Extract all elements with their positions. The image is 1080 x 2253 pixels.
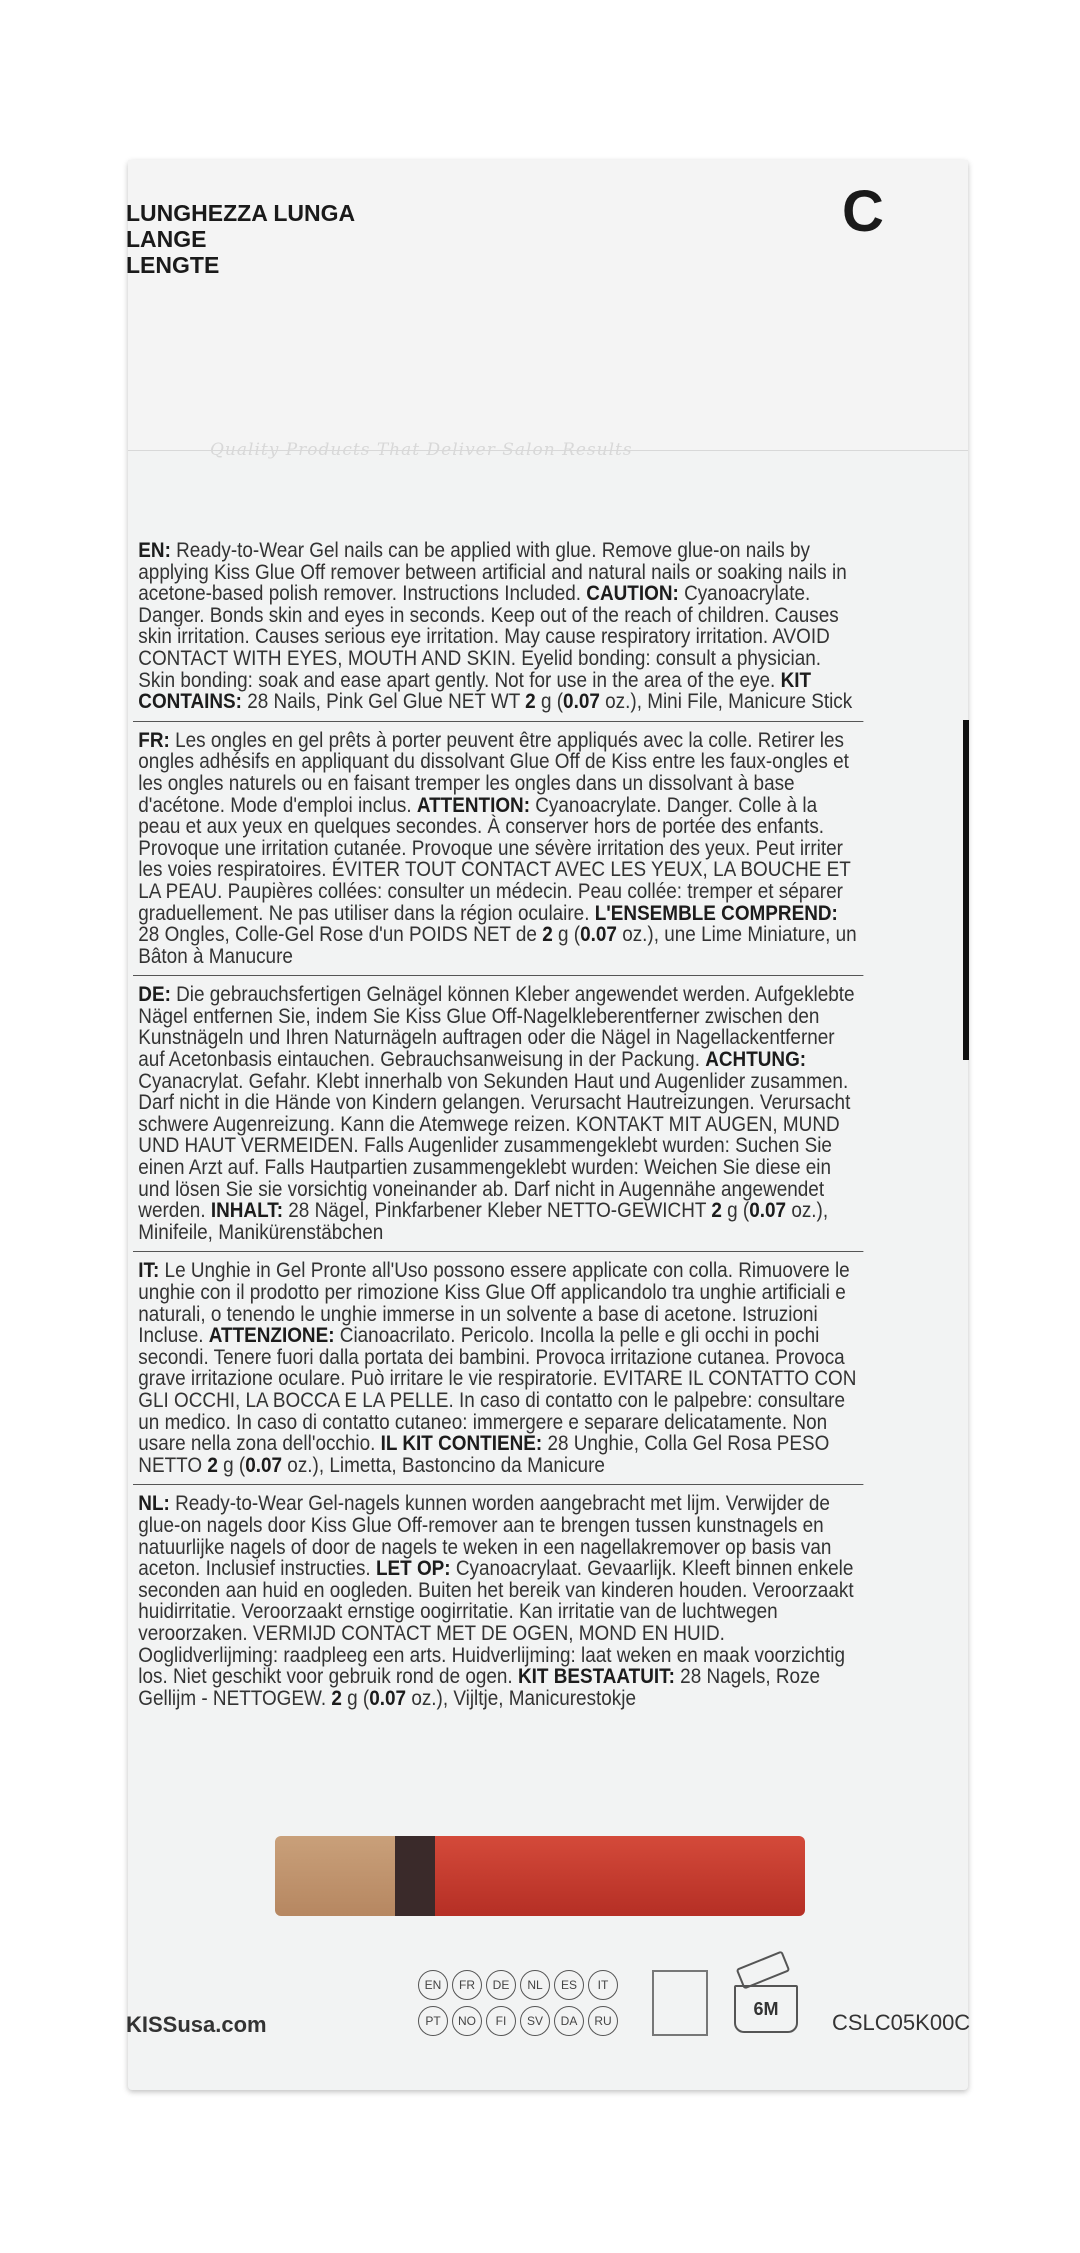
length-label xyxy=(126,200,355,278)
lang-ru-icon: RU xyxy=(588,2006,618,2036)
product-code: CSLC05K00C xyxy=(832,2010,971,2035)
section-fr: FR: Les ongles en gel prêts à porter peuvent être appliqués avec la colle. Retirer les ongles adhésifs en appliquant du dissolvant Glue Off de Kiss entre les faux-ongles et les ongles naturels ou en faisant tremper les ongles dans un dissolvant à base d'acétone. Mode d'emploi inclus. ATTENTION: Cyanoacrylate. Danger. Colle à la peau et aux yeux en quelques secondes. À conserver hors de portée des enfants. Provoque une irritation cutanée. Provoque une sévère irritation des yeux. Peut irriter les voies respiratoires. ÉVITER TOUT CONTACT AVEC LES YEUX, LA BOUCHE ET LA PEAU. Paupières collées: consulter un médecin. Peau collée: tremper et séparer graduellement. Ne pas utiliser dans la région oculaire. L'ENSEMBLE COMPREND: 28 Ongles, Colle-Gel Rose d'un POIDS NET de 2 g (0.07 oz.), une Lime Miniature, un Bâton à Manucure xyxy=(133,721,863,976)
length-german: LANGE xyxy=(126,226,207,252)
nail-tips-image xyxy=(275,1836,395,1916)
section-it: IT: Le Unghie in Gel Pronte all'Uso possono essere applicate con colla. Rimuovere le unghie con il prodotto per rimozione Kiss Glue Off applicandolo tra unghie artificiali e naturali, o tenendo le unghie immerse in un solvente a base di acetone. Istruzioni Incluse. ATTENZIONE: Cianoacrilato. Pericolo. Incolla la pelle e gli occhi in pochi secondi. Tenere fuori dalla portata dei bambini. Provoca irritazione cutanea. Provoca grave irritazione oculare. Può irritare le vie respiratorie. EVITARE IL CONTATTO CON GLI OCCHI, LA BOCCA E LA PELLE. In caso di contatto con le palpebre: consultare un medico. In caso di contatto cutaneo: immergere e separare delicatamente. Non usare nella zona dell'occhio. IL KIT CONTIENE: 28 Unghie, Colla Gel Rosa PESO NETTO 2 g (0.07 oz.), Limetta, Bastoncino da Manicure xyxy=(133,1251,863,1484)
lang-sv-icon: SV xyxy=(520,2006,550,2036)
multilingual-instructions xyxy=(133,532,863,1717)
section-de: DE: Die gebrauchsfertigen Gelnägel können Kleber angewendet werden. Aufgeklebte Nägel entfernen Sie, indem Sie Kiss Glue Off-Nagelkleberentferner zwischen den Kunstnägeln und Ihren Naturnägeln auftragen oder die Nägel in Nagellackentferner auf Acetonbasis eintauchen. Gebrauchsanweisung in der Packung. ACHTUNG: Cyanacrylat. Gefahr. Klebt innerhalb von Sekunden Haut und Augenlider zusammen. Darf nicht in die Hände von Kindern gelangen. Verursacht Hautreizungen. Verursacht schwere Augenreizung. Kann die Atemwege reizen. KONTAKT MIT AUGEN, MUND UND HAUT VERMEIDEN. Falls Augenlider zusammengeklebt wurden: Suchen Sie einen Arzt auf. Falls Hautpartien zusammengeklebt wurden: Weichen Sie diese ein und lösen Sie sie vorsichtig voneinander ab. Darf nicht in Augennähe angewendet werden. INHALT: 28 Nägel, Pinkfarbener Kleber NETTO-GEWICHT 2 g (0.07 oz.), Minifeile, Manikürenstäbchen xyxy=(133,975,863,1251)
glue-cap-image xyxy=(395,1836,435,1916)
instructions-book-icon xyxy=(652,1970,708,2036)
lang-es-icon: ES xyxy=(554,1970,584,2000)
product-window-strip xyxy=(275,1836,805,1916)
lang-de-icon: DE xyxy=(486,1970,516,2000)
jar-lid-icon xyxy=(736,1950,791,1989)
lang-nl-icon: NL xyxy=(520,1970,550,2000)
lang-da-icon: DA xyxy=(554,2006,584,2036)
section-nl: NL: Ready-to-Wear Gel-nagels kunnen worden aangebracht met lijm. Verwijder de glue-on nagels door Kiss Glue Off-remover aan te brengen tussen kunstnagels en natuurlijke nagels of door de nagels te weken in een nagellakremover op basis van aceton. Inclusief instructies. LET OP: Cyanoacrylaat. Gevaarlijk. Kleeft binnen enkele seconden aan huid en oogleden. Buiten het bereik van kinderen houden. Veroorzaakt huidirritatie. Veroorzaakt ernstige oogirritatie. Kan irritatie van de luchtwegen veroorzaken. VERMIJD CONTACT MET DE OGEN, MOND EN HUID. Ooglidverlijming: raadpleeg een arts. Huidverlijming: laat weken en maak voorzichtig los. Niet geschikt voor gebruik rond de ogen. KIT BESTAATUIT: 28 Nagels, Roze Gellijm - NETTOGEW. 2 g (0.07 oz.), Vijltje, Manicurestokje xyxy=(133,1484,863,1717)
lang-en-icon: EN xyxy=(418,1970,448,2000)
dark-side-edge xyxy=(963,720,969,1060)
lang-pt-icon: PT xyxy=(418,2006,448,2036)
lang-it-icon: IT xyxy=(588,1970,618,2000)
lang-fi-icon: FI xyxy=(486,2006,516,2036)
website-url: KISSusa.com xyxy=(126,2012,267,2037)
pao-value: 6M xyxy=(734,1985,798,2033)
glue-tube-image xyxy=(435,1836,805,1916)
length-italian: LUNGHEZZA LUNGA xyxy=(126,200,356,226)
lang-no-icon: NO xyxy=(452,2006,482,2036)
section-en: EN: Ready-to-Wear Gel nails can be applied with glue. Remove glue-on nails by applying Kiss Glue Off remover between artificial and natural nails or soaking nails in acetone-based polish remover. Instructions Included. CAUTION: Cyanoacrylate. Danger. Bonds skin and eyes in seconds. Keep out of the reach of children. Causes skin irritation. Causes serious eye irritation. May cause respiratory irritation. AVOID CONTACT WITH EYES, MOUTH AND SKIN. Eyelid bonding: consult a physician. Skin bonding: soak and ease apart gently. Not for use in the area of the eye. KIT CONTAINS: 28 Nails, Pink Gel Glue NET WT 2 g (0.07 oz.), Mini File, Manicure Stick xyxy=(138,538,853,714)
embossed-tagline: Quality Products That Deliver Salon Results xyxy=(210,440,633,460)
period-after-opening-icon xyxy=(734,1955,798,2035)
lang-fr-icon: FR xyxy=(452,1970,482,2000)
language-icons xyxy=(418,1970,622,2036)
length-dutch: LENGTE xyxy=(126,252,220,278)
size-letter: C xyxy=(842,179,884,244)
